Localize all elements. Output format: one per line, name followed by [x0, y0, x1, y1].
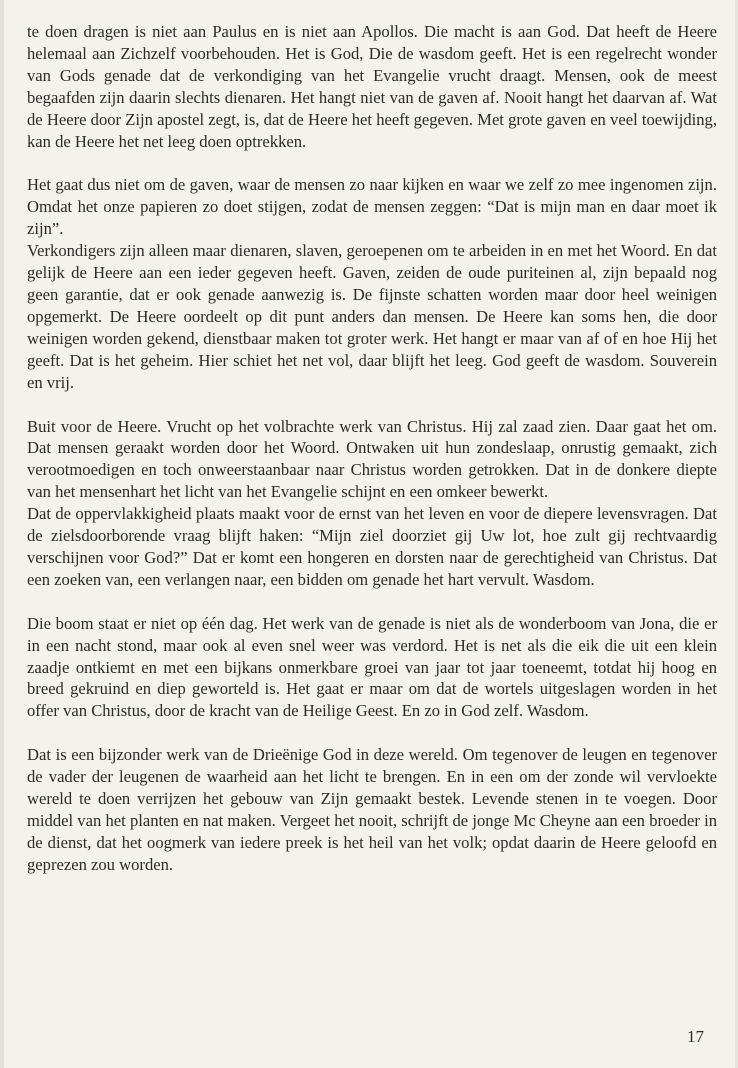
paragraph-line: Het gaat dus niet om de gaven, waar de mensen zo naar kijken en waar we zelf zo mee ingenomen zijn. Omdat het onze papieren zo doet stijgen, zodat de mensen zeggen: “Dat is mijn man en daar moet ik zijn”. [27, 175, 717, 239]
paragraph-line: Dat is een bijzonder werk van de Drieënige God in deze wereld. Om tegenover de leugen en tegenover de vader der leugenen de waarheid aan het licht te brengen. En in een om der zonde wil vervloekte wereld te doen verrijzen het gebouw van Zijn gemaakt bestek. Levende stenen in te voegen. Door middel van het planten en nat maken. Vergeet het nooit, schrijft de jonge Mc Cheyne aan een broeder in de dienst, dat het oogmerk van iedere preek is het heil van het volk; opdat daarin de Heere geloofd en geprezen zou worden. [27, 745, 717, 874]
paragraph-line: Verkondigers zijn alleen maar dienaren, slaven, geroepenen om te arbeiden in en met het Woord. En dat gelijk de Heere aan een ieder gegeven heeft. Gaven, zeiden de oude puriteinen al, zijn bepaald nog geen garantie, dat er ook genade aanwezig is. De fijnste schatten worden maar door heel weinigen opgemerkt. De Heere oordeelt op dit punt anders dan mensen. De Heere kan soms hen, die door weinigen worden gekend, dienstbaar maken tot groter werk. Het hangt er maar van af of en hoe Hij het geeft. Dat is het geheim. Hier schiet het net vol, daar blijft het leeg. God geeft de wasdom. Souverein en vrij. [27, 241, 717, 392]
paragraph-line: Dat de oppervlakkigheid plaats maakt voor de ernst van het leven en voor de diepere levensvragen. Dat de zielsdoorborende vraag blijft haken: “Mijn ziel doorziet gij Uw lot, hoe zult gij rechtvaardig verschijnen voor God?” Dat er komt een hongeren en dorsten naar de gerechtigheid van Christus. Dat een zoeken van, een verlangen naar, een bidden om genade het hart vervult. Wasdom. [27, 504, 717, 589]
paragraph-line: Die boom staat er niet op één dag. Het werk van de genade is niet als de wonderboom van Jona, die er in een nacht stond, maar ook al even snel weer was verdord. Het is net als die eik die uit een klein zaadje ontkiemt en met een bijkans onmerkbare groei van jaar tot jaar toeneemt, totdat hij hoog en breed gekruind en diep geworteld is. Het gaat er maar om dat de wortels uitgeslagen worden in het offer van Christus, door de kracht van de Heilige Geest. En zo in God zelf. Wasdom. [27, 613, 717, 721]
paragraph-1 [27, 21, 717, 152]
paragraph-2 [27, 174, 717, 393]
page-number: 17 [687, 1027, 704, 1046]
paragraph-3 [27, 416, 717, 591]
paragraph-5 [27, 744, 717, 875]
body-text [27, 21, 717, 898]
paragraph-4 [27, 613, 717, 723]
paragraph-line: te doen dragen is niet aan Paulus en is niet aan Apollos. Die macht is aan God. Dat heeft de Heere helemaal aan Zichzelf voorbehouden. Het is God, Die de wasdom geeft. Het is een regelrecht wonder van Gods genade dat de verkondiging van het Evangelie vrucht draagt. Mensen, ook de meest begaafden zijn daarin slechts dienaren. Het hangt niet van de gaven af. Nooit hangt het daarvan af. Wat de Heere door Zijn apostel zegt, is, dat de Heere het heeft gegeven. Met grote gaven en veel toewijding, kan de Heere het net leeg doen optrekken. [27, 22, 717, 151]
paragraph-line: Buit voor de Heere. Vrucht op het volbrachte werk van Christus. Hij zal zaad zien. Daar gaat het om. Dat mensen geraakt worden door het Woord. Ontwaken uit hun zondeslaap, onrustig gemaakt, zich verootmoedigen en toch onweerstaanbaar naar Christus worden getrokken. Dat in de donkere diepte van het mensenhart het licht van het Evangelie schijnt en een omkeer bewerkt. [27, 416, 717, 502]
